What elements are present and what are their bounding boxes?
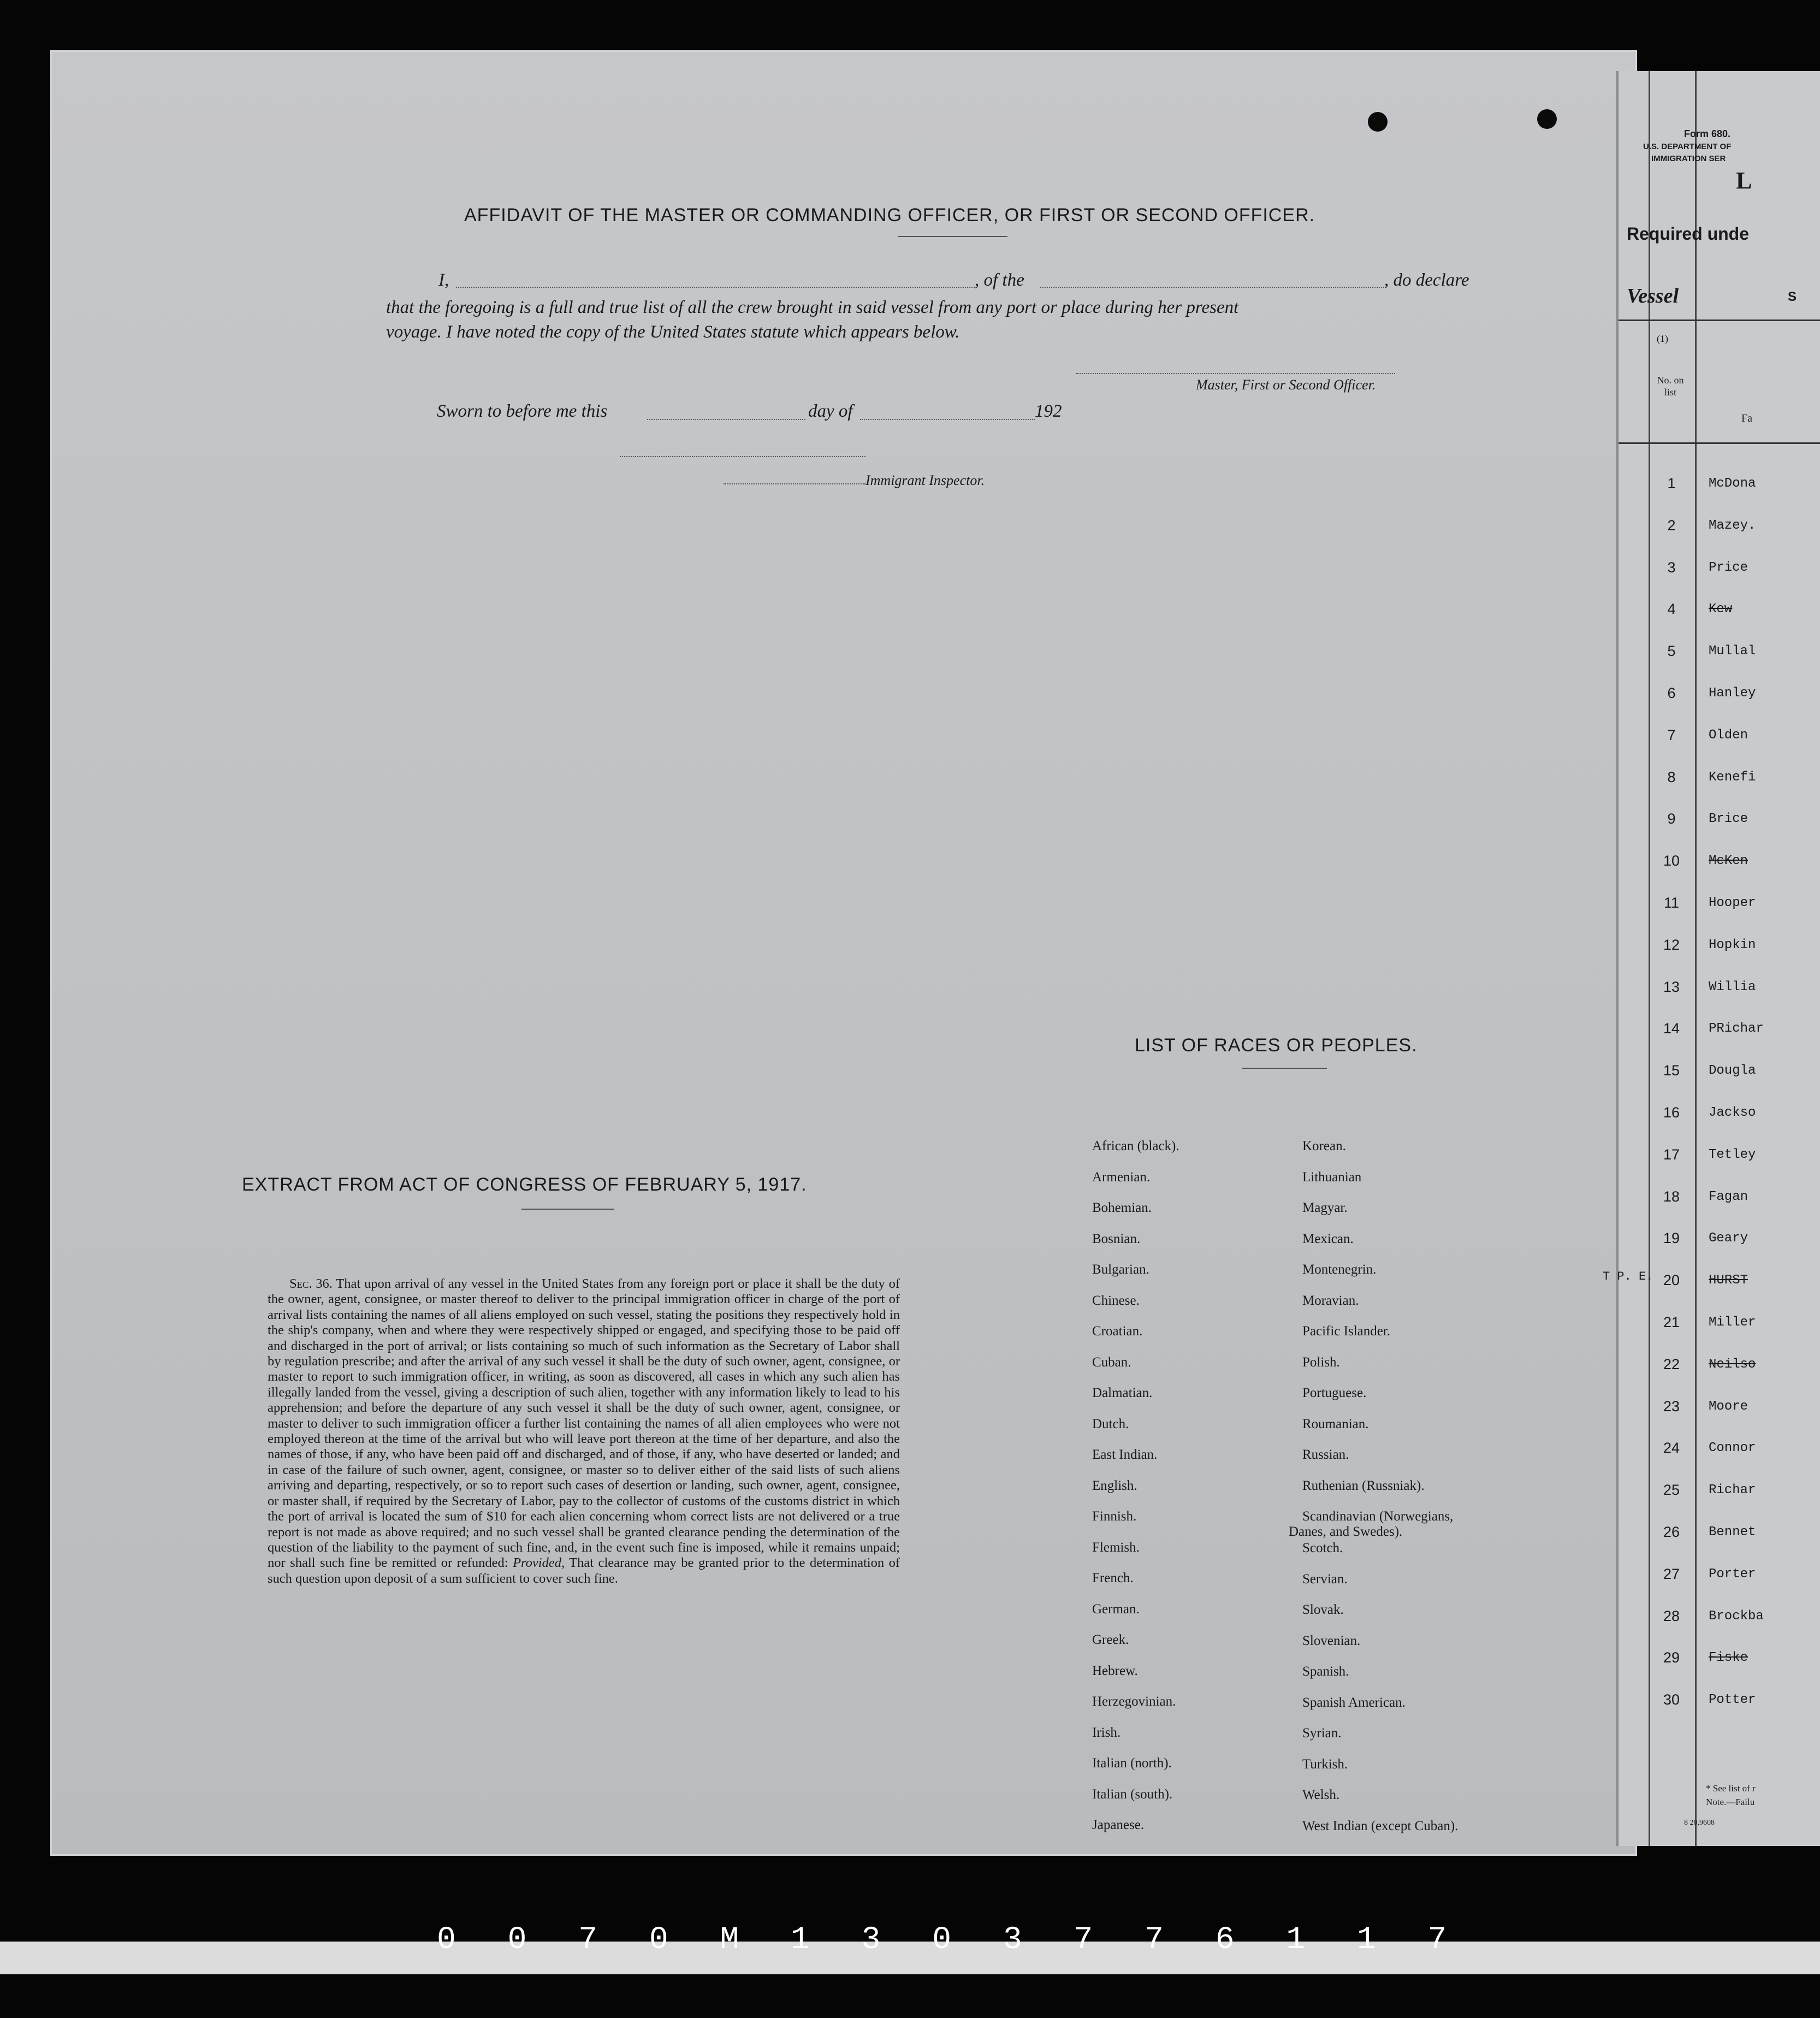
crew-row-number: 7 [1667, 726, 1676, 743]
crew-row-name: McKen [1709, 854, 1748, 869]
race-item: Spanish. [1302, 1664, 1349, 1679]
crew-row-number: 24 [1663, 1440, 1680, 1457]
punch-hole [1368, 112, 1388, 132]
race-item: Dalmatian. [1092, 1386, 1153, 1400]
crew-row-name: Hopkin [1709, 937, 1756, 952]
header-bottom-rule [1619, 442, 1820, 444]
race-item: Slovenian. [1302, 1633, 1361, 1648]
crew-row-number: 11 [1663, 895, 1680, 911]
crew-row-number: 17 [1663, 1146, 1680, 1163]
crew-row-number: 15 [1663, 1062, 1680, 1079]
crew-row-number: 1 [1667, 475, 1676, 492]
race-item: Greek. [1092, 1632, 1129, 1647]
crew-row-number: 26 [1663, 1524, 1680, 1540]
races-title: LIST OF RACES OR PEOPLES. [1135, 1035, 1418, 1056]
crew-row-number: 14 [1663, 1020, 1680, 1037]
crew-row-number: 21 [1663, 1314, 1680, 1330]
race-item: Hebrew. [1092, 1663, 1138, 1678]
adjacent-page-strip [1616, 71, 1820, 1846]
crew-row-name: Potter [1709, 1692, 1756, 1708]
race-item: Irish. [1092, 1725, 1121, 1740]
race-item: Armenian. [1092, 1169, 1151, 1185]
race-item: Italian (north). [1092, 1756, 1172, 1771]
race-item: Bulgarian. [1092, 1262, 1149, 1277]
race-item: Russian. [1302, 1447, 1349, 1462]
crew-row-number: 9 [1667, 810, 1676, 827]
race-item: Flemish. [1092, 1540, 1140, 1555]
crew-row-number: 19 [1663, 1230, 1680, 1247]
race-item: Bohemian. [1092, 1200, 1152, 1215]
race-item: West Indian (except Cuban). [1302, 1818, 1459, 1833]
crew-row-number: 3 [1667, 559, 1676, 576]
crew-row-number: 16 [1663, 1104, 1680, 1121]
section-label: Sec. 36. [289, 1276, 333, 1291]
day-of-text: day of [808, 401, 853, 421]
crew-row-number: 6 [1667, 685, 1676, 701]
crew-row-number: 8 [1667, 768, 1676, 785]
punch-hole [1537, 109, 1557, 129]
race-item: Danes, and Swedes). [1289, 1524, 1403, 1539]
header-rule [1619, 319, 1820, 321]
affidavit-declare: , do declare [1384, 270, 1469, 290]
affidavit-title: AFFIDAVIT OF THE MASTER OR COMMANDING OFFICER, OR FIRST OR SECOND OFFICER. [464, 205, 1315, 226]
crew-row-name: Dougla [1709, 1063, 1756, 1079]
column-1-header: No. on list [1657, 375, 1684, 398]
race-item: Dutch. [1092, 1416, 1129, 1431]
affidavit-of-the: , of the [975, 270, 1024, 290]
race-item: Servian. [1302, 1571, 1348, 1587]
marginal-note: T P. E. [1603, 1270, 1653, 1283]
crew-row-number: 29 [1663, 1649, 1680, 1666]
race-item: Montenegrin. [1302, 1262, 1377, 1277]
title-underline [898, 236, 1007, 237]
crew-row-number: 25 [1663, 1482, 1680, 1499]
year-text: 192 [1035, 401, 1062, 421]
races-title-underline [1242, 1068, 1327, 1069]
crew-row-name: HURST [1709, 1273, 1748, 1288]
crew-row-name: Hanley [1709, 686, 1756, 701]
extract-title: EXTRACT FROM ACT OF CONGRESS OF FEBRUARY 5, 1917. [242, 1174, 807, 1195]
crew-row-number: 27 [1663, 1565, 1680, 1582]
race-item: East Indian. [1092, 1447, 1158, 1462]
race-item: Portuguese. [1302, 1386, 1367, 1400]
race-item: Scotch. [1302, 1541, 1343, 1555]
race-item: Lithuanian [1302, 1169, 1362, 1185]
race-item: Croatian. [1092, 1324, 1143, 1339]
crew-row-name: Price [1709, 560, 1748, 575]
race-item: Mexican. [1302, 1231, 1354, 1246]
crew-row-name: Neilso [1709, 1357, 1756, 1372]
race-item: Slovak. [1302, 1602, 1344, 1617]
crew-row-name: Mazey. [1709, 518, 1756, 533]
crew-row-name: Geary [1709, 1231, 1748, 1246]
crew-row-name: Brice [1709, 812, 1748, 827]
race-item: Roumanian. [1302, 1416, 1369, 1431]
crew-row-number: 13 [1663, 978, 1680, 995]
extract-title-underline [521, 1209, 614, 1210]
column-2-header: Fa [1741, 412, 1752, 424]
affidavit-line2: that the foregoing is a full and true list of all the crew brought in said vessel from any port or place during her present [386, 298, 1239, 317]
big-letter: L [1736, 167, 1752, 194]
vessel-line [1040, 287, 1384, 288]
month-line [860, 419, 1035, 420]
crew-row-name: Miller [1709, 1315, 1756, 1330]
form-number: Form 680. [1684, 128, 1731, 139]
crew-row-number: 2 [1667, 517, 1676, 534]
race-item: Bosnian. [1092, 1231, 1141, 1246]
race-item: Spanish American. [1302, 1695, 1406, 1710]
crew-row-name: Porter [1709, 1566, 1756, 1582]
provided-label: Provided, [513, 1555, 565, 1571]
race-item: Syrian. [1302, 1726, 1342, 1741]
crew-row-name: Connor [1709, 1441, 1756, 1456]
crew-row-name: Kew [1709, 602, 1733, 617]
race-item: English. [1092, 1478, 1137, 1493]
crew-row-number: 12 [1663, 936, 1680, 953]
inspector-signature-line [620, 456, 865, 457]
crew-row-name: Kenefi [1709, 770, 1756, 785]
crew-row-name: Fagan [1709, 1189, 1748, 1204]
footnote-1: * See list of r [1706, 1783, 1756, 1794]
signature-line [1076, 373, 1395, 374]
crew-row-name: Willia [1709, 979, 1756, 995]
crew-row-number: 18 [1663, 1188, 1680, 1205]
race-item: Italian (south). [1092, 1786, 1173, 1802]
race-item: Finnish. [1092, 1509, 1137, 1524]
column-1-number: (1) [1657, 333, 1668, 344]
crew-row-name: McDona [1709, 476, 1756, 491]
race-item: Ruthenian (Russniak). [1302, 1478, 1425, 1493]
race-item: Turkish. [1302, 1756, 1348, 1772]
race-item: Japanese. [1092, 1818, 1145, 1832]
crew-row-number: 23 [1663, 1398, 1680, 1415]
film-frame-label: 0 0 7 0 M 1 3 0 3 7 7 6 1 1 7 [437, 1922, 1463, 1958]
form-print-code: 8 20,9608 [1684, 1819, 1715, 1827]
inspector-label: Immigrant Inspector. [865, 472, 985, 488]
column-rule [1695, 71, 1697, 1846]
affidavit-line3: voyage. I have noted the copy of the United States statute which appears below. [386, 322, 960, 342]
sworn-text: Sworn to before me this [437, 401, 608, 421]
race-item: Korean. [1302, 1139, 1346, 1153]
crew-row-name: Hooper [1709, 896, 1756, 910]
crew-row-name: Jackso [1709, 1105, 1756, 1120]
name-line [456, 287, 975, 288]
day-line [647, 419, 805, 420]
required-under: Required unde [1627, 224, 1750, 244]
crew-row-name: Fiske [1709, 1650, 1748, 1666]
crew-row-number: 30 [1663, 1691, 1680, 1708]
race-item: Pacific Islander. [1302, 1324, 1391, 1339]
race-item: Magyar. [1302, 1200, 1348, 1215]
crew-row-name: Richar [1709, 1483, 1756, 1498]
signer-label: Master, First or Second Officer. [1196, 377, 1376, 393]
crew-row-number: 22 [1663, 1356, 1680, 1372]
affidavit-i: I, [438, 270, 449, 290]
vessel-label: Vessel [1627, 285, 1679, 307]
crew-row-name: Bennet [1709, 1525, 1756, 1540]
department-line-2: IMMIGRATION SER [1651, 154, 1726, 163]
document-page [52, 52, 1635, 1854]
crew-row-name: PRichar [1709, 1021, 1764, 1037]
race-item: Polish. [1302, 1354, 1340, 1370]
column-rule [1649, 71, 1650, 1846]
race-item: Chinese. [1092, 1293, 1140, 1308]
crew-row-number: 4 [1667, 601, 1676, 618]
race-item: African (black). [1092, 1139, 1179, 1153]
crew-row-number: 5 [1667, 643, 1676, 660]
crew-row-number: 10 [1663, 853, 1680, 869]
race-item: French. [1092, 1571, 1134, 1585]
department-line-1: U.S. DEPARTMENT OF [1643, 142, 1732, 151]
race-item: German. [1092, 1601, 1140, 1617]
race-item: Moravian. [1302, 1293, 1359, 1308]
crew-row-number: 20 [1663, 1272, 1680, 1289]
vessel-value: S [1788, 289, 1797, 304]
crew-row-name: Olden [1709, 727, 1748, 743]
race-item: Herzegovinian. [1092, 1694, 1176, 1709]
race-item: Scandinavian (Norwegians, [1302, 1509, 1454, 1524]
race-item: Welsh. [1302, 1788, 1340, 1802]
race-item: Cuban. [1092, 1354, 1131, 1370]
footnote-2: Note.—Failu [1706, 1797, 1755, 1807]
crew-row-name: Tetley [1709, 1147, 1756, 1162]
section-body-b: That clearance may be granted prior to the determination of such question upon deposit of a sum sufficient to cover such fine. [268, 1555, 900, 1586]
section-36-text [268, 1276, 900, 1587]
crew-row-name: Mullal [1709, 644, 1756, 659]
crew-row-number: 28 [1663, 1607, 1680, 1624]
crew-row-name: Brockba [1709, 1608, 1764, 1624]
section-body-a: That upon arrival of any vessel in the United States from any foreign port or place it shall be the duty of the owner, agent, consignee, or master thereof to deliver to the principal immigration officer in charge of the port of arrival lists containing the names of all aliens employed on such vessel, stating the positions they respectively hold in the ship's company, when and where they were respectively shipped or engaged, and specifying those to be paid off and discharged in the port of arrival; or lists containing so much of such information as the Secretary of Labor shall by regulation prescribe; and after the arrival of any such vessel it shall be the duty of such owner, agent, consignee, or master to report to such immigration officer, in writing, as soon as discovered, all cases in which any such alien has illegally landed from the vessel, giving a description of such alien, together with any information likely to lead to his apprehension; and before the departure of any such vessel it shall be the duty of such owner, agent, consignee, or master to deliver to such immigration officer a further list containing the names of all alien employees who were not employed thereon at the time of the arrival but who will leave port thereon at the time of her departure, and also the names of those, if any, who have been paid off and discharged, and of those, if any, who have deserted or landed; and in case of the failure of such owner, agent, consignee, or master so to deliver either of the said lists of such aliens arriving and departing, respectively, or so to report such cases of desertion or landing, such owner, agent, consignee, or master shall, if required by the Secretary of Labor, pay to the collector of customs of the customs district in which the port of arrival is located the sum of $10 for each alien concerning whom correct lists are not delivered or a true report is not made as above required; and no such vessel shall be granted clearance pending the determination of the question of the liability to the payment of such fine, and, in the event such fine is imposed, while it remains unpaid; nor shall such fine be remitted or refunded: [268, 1276, 900, 1571]
crew-row-name: Moore [1709, 1399, 1748, 1414]
inspector-line [724, 483, 865, 484]
